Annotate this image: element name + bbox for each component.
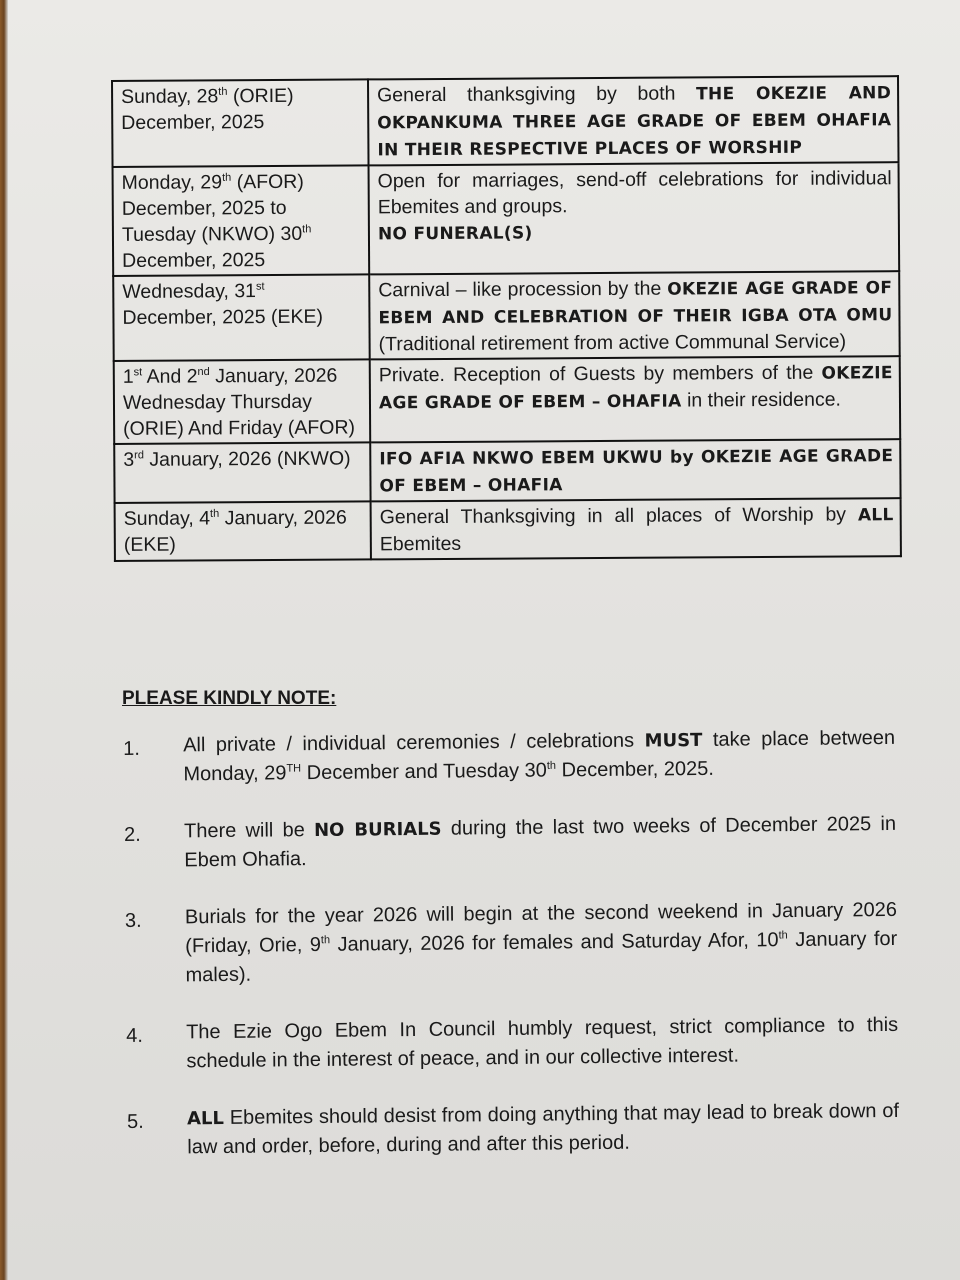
schedule-table	[111, 75, 902, 562]
date-cell	[114, 442, 370, 503]
note-number: 4.	[126, 1024, 143, 1047]
note-emphasis: MUST	[644, 729, 703, 752]
description-cell	[371, 498, 901, 559]
description-text: Open for marriages, send-off celebrations for individual Ebemites and groups.	[377, 167, 892, 219]
note-ordinal: th	[778, 929, 788, 942]
note-text	[183, 724, 896, 789]
note-text-part: December, 2025.	[555, 757, 715, 782]
date-text: January, 2026 Wednesday Thursday (ORIE) And Friday (AFOR)	[122, 364, 356, 440]
note-text-part: Ebemites should desist from doing anything that may lead to break down of law and order, before, during and after this period.	[187, 1099, 900, 1159]
date-ordinal: th	[209, 507, 220, 520]
note-ordinal: th	[546, 759, 557, 772]
note-item	[126, 1011, 899, 1077]
date-ordinal: st	[255, 280, 265, 293]
date-text: December, 2025	[122, 249, 266, 272]
note-number: 2.	[123, 823, 141, 846]
description-text: Private. Reception of Guests by members of the	[378, 361, 822, 387]
date-text: (AFOR) December, 2025 to Tuesday (NKWO) 30	[121, 170, 304, 246]
date-text: 3	[123, 448, 135, 471]
description-bold-text: ALL	[857, 505, 894, 526]
note-text	[185, 896, 898, 990]
date-cell	[114, 359, 371, 444]
note-text-part: Burials for the year 2026 will begin at the second weekend in January 2026 (Friday, Orie, 9	[184, 898, 898, 958]
date-ordinal: th	[218, 85, 228, 98]
note-emphasis: NO BURIALS	[313, 818, 442, 842]
date-ordinal: th	[222, 171, 232, 184]
date-cell	[115, 501, 371, 561]
note-text-part: The Ezie Ogo Ebem In Council humbly request, strict compliance to this schedule in the interest of peace, and in our collective interest.	[186, 1013, 899, 1073]
description-text: General thanksgiving by both	[377, 82, 697, 107]
date-text: January, 2026 (EKE)	[123, 506, 347, 556]
date-cell	[113, 274, 370, 361]
description-bold-text: OKEZIE AGE GRADE OF EBEM – OHAFIA	[378, 363, 893, 414]
note-text-part: January, 2026 for females and Saturday Afor, 10	[330, 929, 779, 956]
date-text: And 2	[142, 365, 198, 388]
note-item	[127, 1097, 900, 1163]
description-text: in their residence.	[681, 388, 842, 412]
date-ordinal: nd	[197, 365, 210, 378]
note-text	[186, 1011, 899, 1076]
date-ordinal: th	[302, 223, 312, 236]
description-bold-text: OKEZIE AGE GRADE OF EBEM AND CELEBRATION OF THEIR IGBA OTA OMU	[378, 278, 893, 329]
schedule-row	[114, 356, 900, 444]
note-emphasis: ALL	[186, 1107, 225, 1130]
notes-list	[123, 724, 900, 1191]
date-text: Sunday, 28	[121, 85, 219, 108]
description-cell	[369, 162, 900, 274]
note-number: 5.	[126, 1110, 144, 1133]
schedule-row	[113, 271, 900, 361]
note-text-part: take place between Monday, 29	[183, 726, 896, 786]
note-number: 3.	[124, 909, 142, 932]
description-cell	[369, 271, 900, 359]
description-bold-text: IFO AFIA NKWO EBEM UKWU by OKEZIE AGE GRADE OF EBEM – OHAFIA	[379, 446, 894, 497]
note-ordinal: th	[320, 934, 331, 947]
date-text: 1	[122, 365, 134, 388]
description-cell	[368, 76, 899, 165]
date-text: January, 2026 (NKWO)	[143, 447, 351, 471]
description-bold-text: NO FUNERAL(S)	[377, 223, 533, 245]
description-cell	[370, 439, 900, 501]
date-text: Sunday, 4	[123, 507, 211, 530]
note-text-part: January for males).	[185, 927, 898, 987]
note-text-part: during the last two weeks of December 2025 in Ebem Ohafia.	[184, 812, 897, 872]
schedule-row	[112, 76, 899, 167]
note-number: 1.	[123, 737, 140, 760]
schedule-row	[113, 162, 900, 276]
note-item	[125, 896, 898, 991]
note-heading: PLEASE KINDLY NOTE:	[122, 688, 337, 709]
note-text-part: December and Tuesday 30	[301, 759, 547, 785]
note-text	[187, 1097, 900, 1162]
document-page	[8, 0, 960, 1280]
date-text: Wednesday, 31	[122, 280, 257, 303]
note-text	[184, 810, 897, 875]
date-cell	[112, 79, 369, 167]
description-text: Carnival – like procession by the	[378, 277, 668, 302]
date-ordinal: st	[133, 366, 143, 379]
note-text-part: All private / individual ceremonies / celebrations	[183, 729, 645, 757]
date-text: (ORIE) December, 2025	[121, 84, 294, 134]
note-item	[124, 810, 897, 876]
note-text-part: There will be	[183, 819, 315, 843]
date-ordinal: rd	[134, 449, 144, 462]
date-text: Monday, 29	[121, 171, 223, 194]
description-bold-text: THE OKEZIE AND OKPANKUMA THREE AGE GRADE OF EBEM OHAFIA IN THEIR RESPECTIVE PLACES OF WORSHIP	[377, 83, 892, 161]
description-text: Ebemites	[379, 532, 462, 556]
date-text: December, 2025 (EKE)	[122, 305, 324, 329]
date-cell	[113, 165, 370, 276]
schedule-row	[114, 439, 900, 503]
description-text: General Thanksgiving in all places of Worship by	[379, 503, 859, 529]
note-item	[123, 724, 896, 790]
description-text: (Traditional retirement from active Communal Service)	[378, 330, 847, 356]
note-ordinal: TH	[286, 762, 302, 775]
schedule-row	[115, 498, 901, 561]
description-cell	[370, 356, 900, 442]
